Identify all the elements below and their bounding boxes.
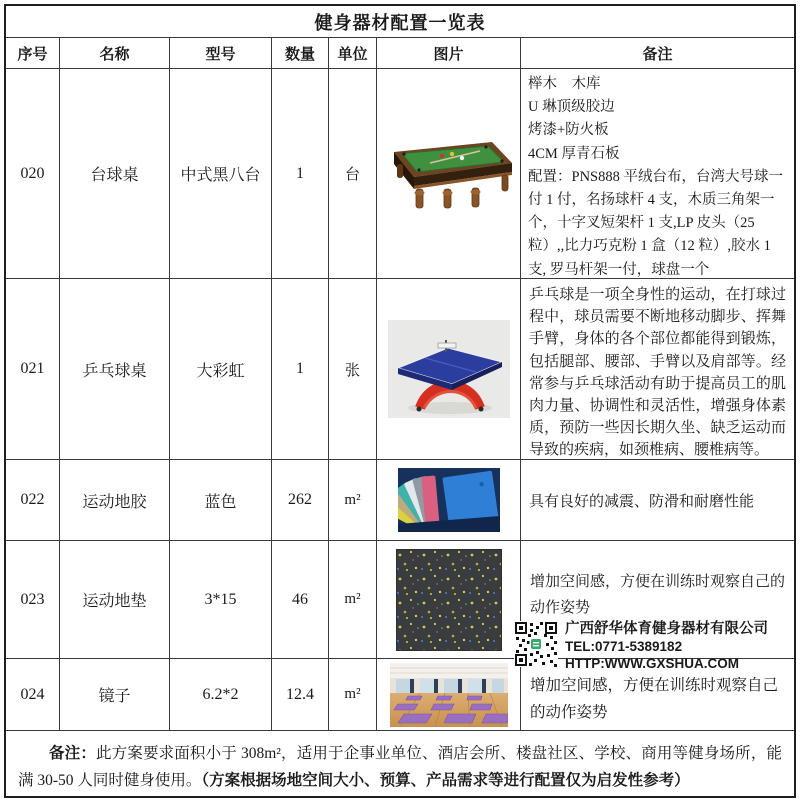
row-023-no: 023: [6, 541, 60, 659]
footer-note-label: 备注：: [49, 745, 96, 762]
col-header-name: 名称: [60, 38, 170, 69]
row-024-qty: 12.4: [272, 659, 329, 731]
row-023-image-cell: [377, 541, 521, 659]
row-021-model: 大彩虹: [170, 279, 272, 460]
row-024-no: 024: [6, 659, 60, 731]
row-024-unit: m²: [329, 659, 377, 731]
flooring-color-samples-image: [398, 468, 500, 532]
footer-note-body: 此方案要求面积小于 308m²，适用于企事业单位、酒店会所、楼盘社区、学校、商用等健身场所，能满 30-50 人同时健身使用。: [18, 745, 782, 789]
row-023-name: 运动地垫: [60, 541, 170, 659]
row-021-qty: 1: [272, 279, 329, 460]
row-021-image-cell: [377, 279, 521, 460]
footer-note-bold-tail: （方案根据场地空间大小、预算、产品需求等进行配置仅为启发性参考）: [201, 772, 690, 789]
remark-line: 榉木 木库: [528, 76, 601, 92]
billiard-table-image: [380, 136, 518, 212]
footer-note: [6, 731, 794, 796]
row-020-name: 台球桌: [60, 69, 170, 279]
row-020-remark: [521, 69, 794, 279]
mirror-room-image: [390, 663, 508, 727]
company-contact-text: [565, 621, 768, 672]
row-022-no: 022: [6, 460, 60, 541]
page-title: 健身器材配置一览表: [6, 6, 794, 38]
row-022-unit: m²: [329, 460, 377, 541]
row-024-remark: 增加空间感，方便在训练时观察自己的动作姿势: [521, 659, 794, 731]
row-023-qty: 46: [272, 541, 329, 659]
row-020-unit: 台: [329, 69, 377, 279]
row-022-name: 运动地胶: [60, 460, 170, 541]
equipment-table: [4, 4, 796, 798]
row-022-model: 蓝色: [170, 460, 272, 541]
company-contact-block: [514, 621, 768, 672]
row-023-model: 3*15: [170, 541, 272, 659]
qr-code-icon: [514, 621, 558, 667]
row-021-no: 021: [6, 279, 60, 460]
row-021-remark: 乒乓球是一项全身性的运动，在打球过程中，球员需要不断地移动脚步、挥舞手臂，身体的各个部位都能得到锻炼，包括腿部、腰部、手臂以及肩部等。经常参与乒乓球活动有助于提高员工的肌肉力量、协调性和灵活性，增强身体素质，预防一些因长期久坐、缺乏运动而导致的疾病，如颈椎病、腰椎病等。: [521, 279, 794, 460]
company-website: HTTP:WWW.GXSHUA.COM: [565, 656, 739, 671]
row-024-model: 6.2*2: [170, 659, 272, 731]
company-phone: TEL:0771-5389182: [565, 639, 683, 654]
row-020-model: 中式黑八台: [170, 69, 272, 279]
remark-line: 烤漆+防火板: [528, 122, 609, 139]
col-header-model: 型号: [170, 38, 272, 69]
col-header-image: 图片: [377, 38, 521, 69]
row-020-image-cell: [377, 69, 521, 279]
row-020-qty: 1: [272, 69, 329, 279]
row-024-name: 镜子: [60, 659, 170, 731]
remark-line: 4CM 厚青石板: [528, 145, 620, 162]
col-header-no: 序号: [6, 38, 60, 69]
row-022-remark: 具有良好的减震、防滑和耐磨性能: [521, 460, 794, 541]
row-022-qty: 262: [272, 460, 329, 541]
col-header-unit: 单位: [329, 38, 377, 69]
remark-line: 配置：PNS888 平绒台布，台湾大号球一付 1 付，名扬球杆 4 支，木质三角架一个，十字叉短架杆 1 支,LP 皮头（25 粒）,,比力巧克粉 1 盒（12 粒）,胶水 1 支, 罗马杆架一付，球盘一个: [528, 168, 783, 278]
row-022-image-cell: [377, 460, 521, 541]
col-header-qty: 数量: [272, 38, 329, 69]
row-023-remark: 增加空间感，方便在训练时观察自己的动作姿势: [521, 541, 794, 659]
row-021-name: 乒乓球桌: [60, 279, 170, 460]
row-024-image-cell: [377, 659, 521, 731]
remark-line: U 琳顶级胶边: [528, 99, 615, 116]
col-header-remark: 备注: [521, 38, 794, 69]
company-name: 广西舒华体育健身器材有限公司: [565, 621, 768, 637]
row-021-unit: 张: [329, 279, 377, 460]
rubber-mat-image: [396, 549, 502, 651]
pingpong-table-image: [388, 320, 510, 418]
row-023-unit: m²: [329, 541, 377, 659]
row-020-no: 020: [6, 69, 60, 279]
